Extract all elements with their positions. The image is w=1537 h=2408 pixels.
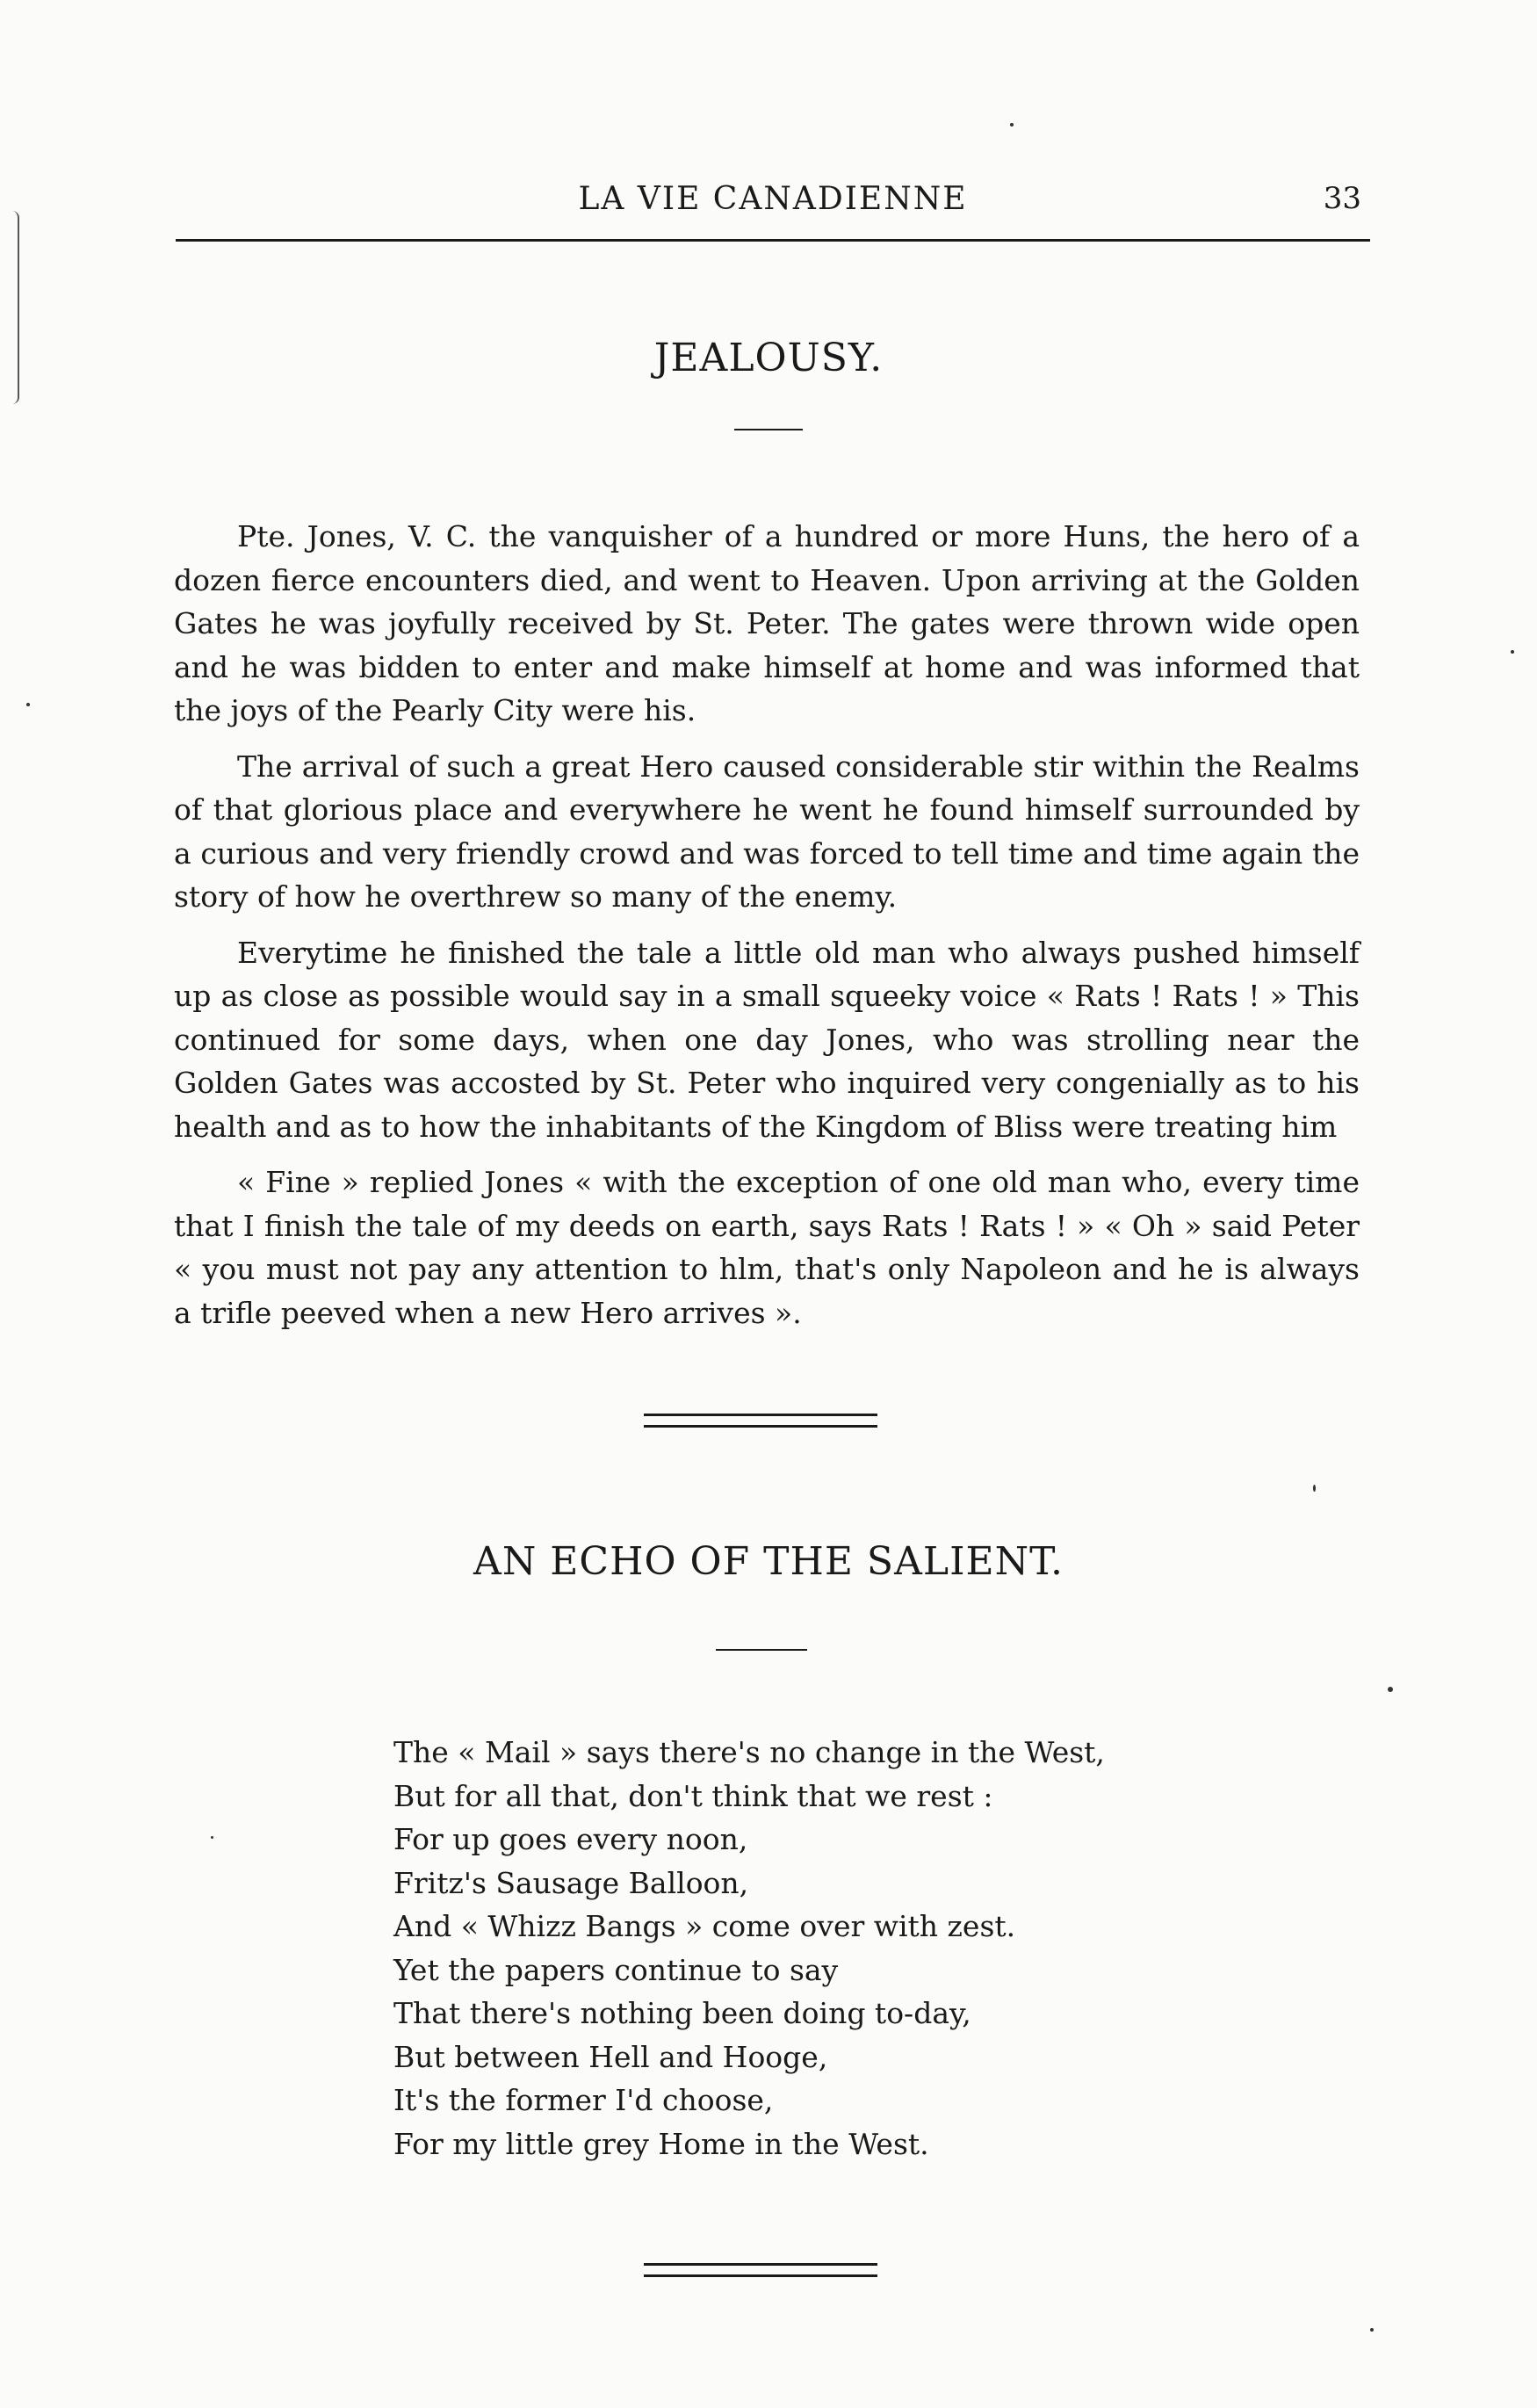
poem-line: For up goes every noon, [393, 1822, 748, 1856]
title-underline-rule [734, 429, 803, 430]
poem-title: AN ECHO OF THE SALIENT. [473, 1539, 1064, 1584]
poem-line: For my little grey Home in the West. [393, 2126, 929, 2161]
end-divider [644, 2263, 877, 2277]
poem-body [393, 1731, 1184, 2166]
scan-speck [1010, 123, 1014, 127]
page-number: 33 [1323, 181, 1361, 216]
scan-speck [26, 703, 30, 706]
story-title: JEALOUSY. [653, 336, 884, 380]
scan-speck [1388, 1687, 1393, 1692]
poem-line: It's the former I'd choose, [393, 2083, 774, 2117]
poem-line: Yet the papers continue to say [393, 1952, 839, 1987]
scan-speck [211, 1836, 213, 1839]
poem-line: Fritz's Sausage Balloon, [393, 1865, 749, 1900]
scan-speck [1370, 2328, 1374, 2332]
poem-title-underline-rule [716, 1649, 807, 1651]
story-paragraph: The arrival of such a great Hero caused considerable stir within the Realms of that glorious place and everywhere he went he found himself surrounded by a curious and very friendly crowd and was forced to tell time and time again the story of how he overthrew so many of the enemy. [174, 748, 1360, 914]
story-paragraph: Everytime he finished the tale a little old man who always pushed himself up as close as possible would say in a small squeeky voice « Rats ! Rats ! » This continued for some days, when one day Jones, who was strolling near the Golden Gates was accosted by St. Peter who inquired very congenially as to his health and as to how the inhabitants of the Kingdom of Bliss were treating him [174, 935, 1360, 1144]
running-head [176, 176, 1370, 242]
story-body [174, 515, 1360, 1347]
section-divider [644, 1414, 877, 1428]
scan-speck [1313, 1485, 1316, 1492]
poem-line: And « Whizz Bangs » come over with zest. [393, 1909, 1016, 1943]
scan-speck [1511, 650, 1514, 654]
running-head-title: LA VIE CANADIENNE [578, 181, 968, 217]
poem-line: But for all that, don't think that we rest : [393, 1778, 993, 1813]
poem-line: The « Mail » says there's no change in the West, [393, 1735, 1105, 1769]
poem-line: That there's nothing been doing to-day, [393, 1996, 971, 2030]
poem-line: But between Hell and Hooge, [393, 2039, 828, 2074]
story-paragraph: « Fine » replied Jones « with the exception of one old man who, every time that I finish the tale of my deeds on earth, says Rats ! Rats ! » « Oh » said Peter « you must not pay any attention to hlm, that's only Napoleon and he is always a trifle peeved when a new Hero arrives ». [174, 1165, 1360, 1330]
story-paragraph: Pte. Jones, V. C. the vanquisher of a hundred or more Huns, the hero of a dozen fierce encounters died, and went to Heaven. Upon arriving at the Golden Gates he was joyfully received by St. Peter. The gates were thrown wide open and he was bidden to enter and make himself at home and was informed that the joys of the Pearly City were his. [174, 519, 1360, 727]
